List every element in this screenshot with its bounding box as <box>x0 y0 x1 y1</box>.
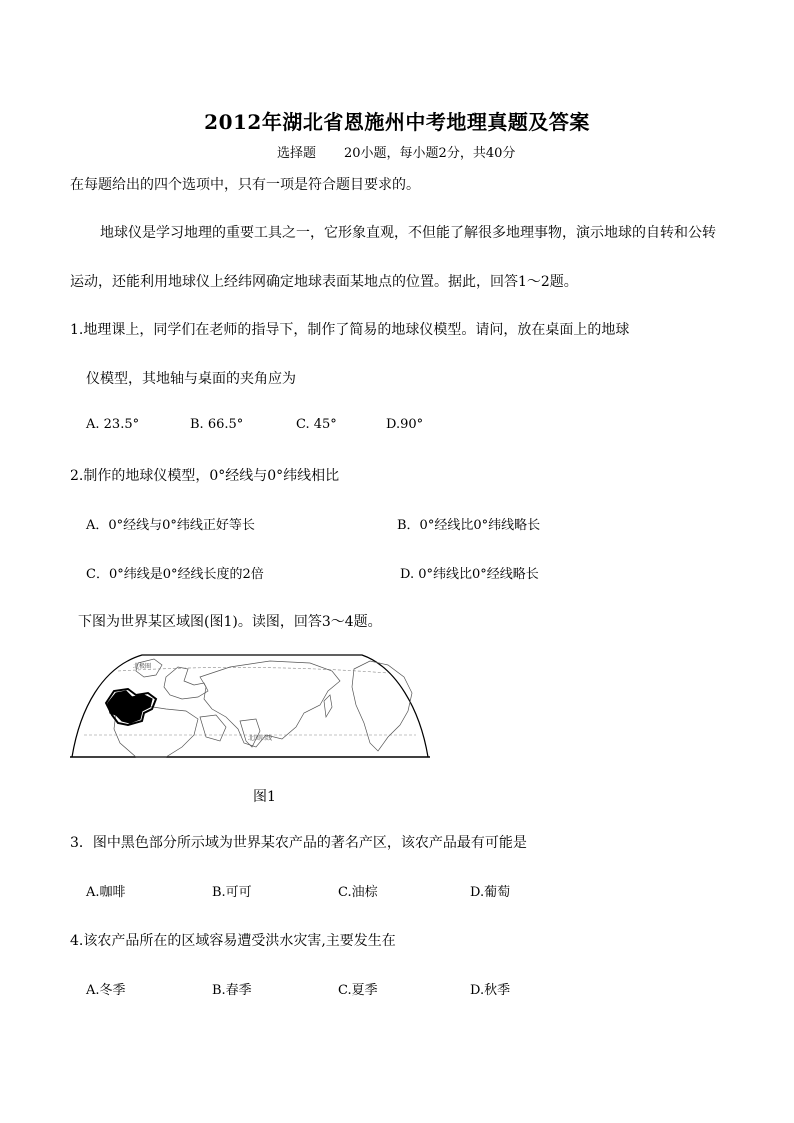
intro-line-2: 运动，还能利用地球仪上经纬网确定地球表面某地点的位置。据此，回答1～2题。 <box>70 274 578 290</box>
q2-option-d: D. 0°纬线比0°经线略长 <box>400 567 539 582</box>
section-header <box>277 142 515 161</box>
q2-option-b: B．0°经线比0°纬线略长 <box>397 518 541 533</box>
world-map-figure <box>70 647 430 763</box>
question-1-line-1: 1.地理课上，同学们在老师的指导下，制作了简易的地球仪模型。请问，放在桌面上的地球 <box>70 322 630 338</box>
q3-option-d: D.葡萄 <box>470 885 511 900</box>
q4-option-c: C.夏季 <box>338 983 378 998</box>
q2-option-c: C．0°纬线是0°经线长度的2倍 <box>86 567 264 582</box>
europe-landmass <box>164 667 208 699</box>
q1-option-a: A. 23.5° <box>86 417 140 432</box>
question-2-stem: 2.制作的地球仪模型，0°经线与0°纬线相比 <box>70 468 340 484</box>
india-landmass <box>240 719 260 747</box>
q1-option-c: C. 45° <box>296 417 337 432</box>
section-detail: 20小题，每小题2分，共40分 <box>344 146 516 161</box>
q3-option-c: C.油棕 <box>338 885 378 900</box>
q4-option-b: B.春季 <box>212 983 252 998</box>
q3-option-b: B.可可 <box>212 885 252 900</box>
japan-landmass <box>324 695 332 717</box>
q2-option-a: A．0°经线与0°纬线正好等长 <box>86 518 255 533</box>
q4-option-a: A.冬季 <box>86 983 126 998</box>
section-label: 选择题 <box>277 146 317 161</box>
q1-option-b: B. 66.5° <box>190 417 244 432</box>
figure-caption: 图1 <box>253 789 276 805</box>
north-america-landmass <box>352 661 412 751</box>
question-1-line-2: 仪模型，其地轴与桌面的夹角应为 <box>86 371 296 387</box>
q4-option-d: D.秋季 <box>470 983 511 998</box>
q3-option-a: A.咖啡 <box>86 885 126 900</box>
section-instruction: 在每题给出的四个选项中，只有一项是符合题目要求的。 <box>70 177 420 193</box>
question-4-stem: 4.该农产品所在的区域容易遭受洪水灾害,主要发生在 <box>70 933 396 949</box>
page-title: 2012年湖北省恩施州中考地理真题及答案 <box>204 110 590 134</box>
q1-option-d: D.90° <box>386 417 424 432</box>
question-3-stem: 3．图中黑色部分所示域为世界某农产品的著名产区，该农产品最有可能是 <box>70 835 527 851</box>
intro-line-1: 地球仪是学习地理的重要工具之一，它形象直观，不但能了解很多地理事物，演示地球的自转和公转 <box>100 225 716 241</box>
arabia-landmass <box>200 715 226 741</box>
arctic-circle-label: 北极圈 <box>133 663 152 670</box>
map-intro: 下图为世界某区域图(图1)。读图，回答3～4题。 <box>78 614 382 630</box>
tropic-of-cancer-label: 北回归线 <box>248 735 273 742</box>
